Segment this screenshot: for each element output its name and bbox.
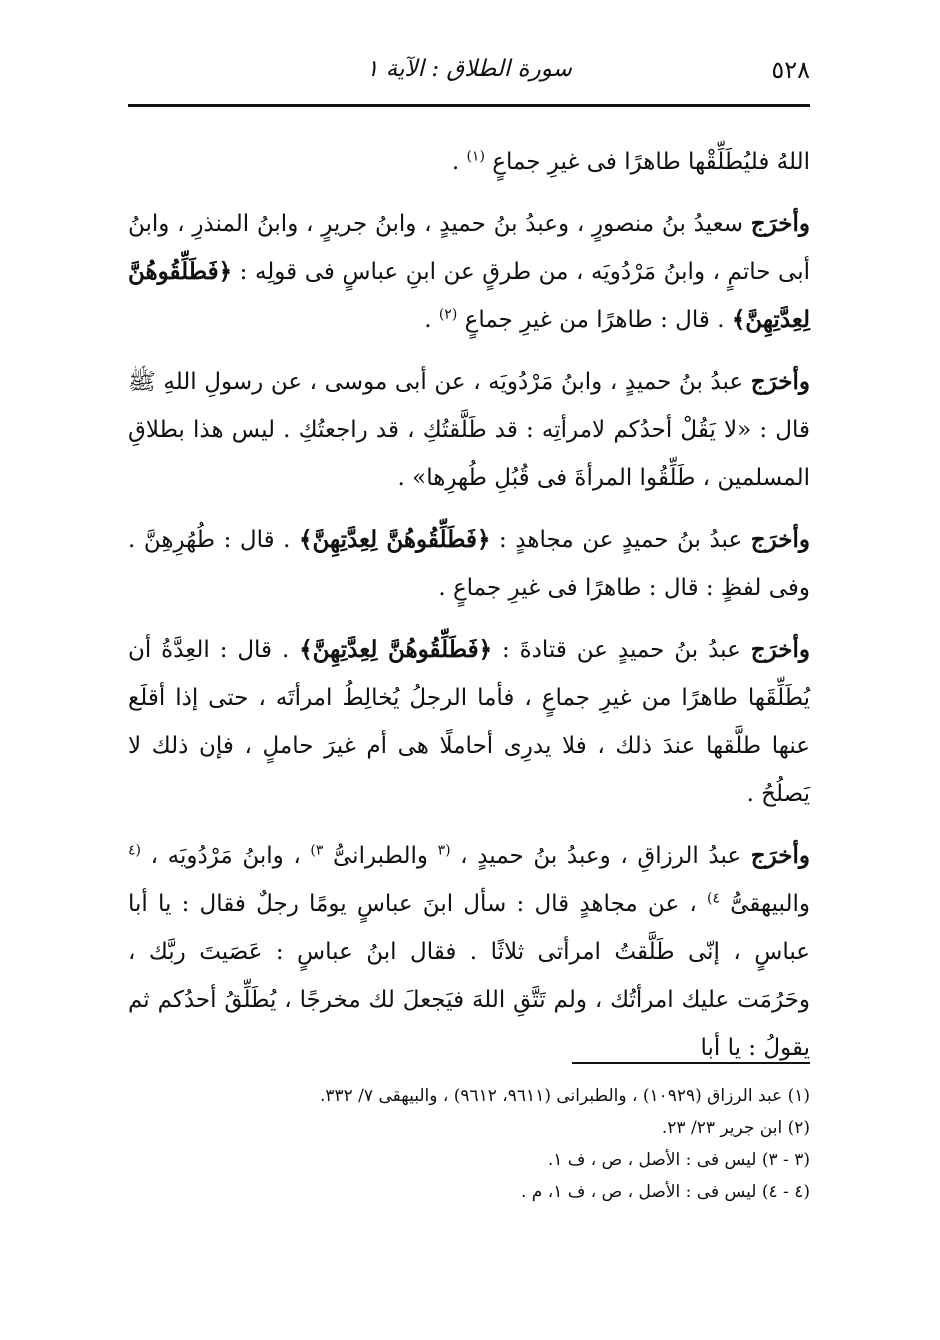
quran-quote: ﴿فَطَلِّقُوهُنَّ لِعِدَّتِهِنَّ﴾ bbox=[299, 636, 493, 663]
paragraph bbox=[128, 358, 810, 502]
footnote-ref-open: (٤ bbox=[128, 842, 141, 859]
footnote-ref-open: (٣ bbox=[437, 842, 451, 859]
footnotes bbox=[128, 1080, 810, 1208]
paragraph-text-middle: والطبرانىُّ bbox=[333, 843, 428, 869]
paragraph bbox=[128, 626, 810, 818]
narrator-word: وأخرَج bbox=[750, 368, 810, 395]
running-title: سورة الطلاق : الآية ١ bbox=[366, 56, 572, 82]
paragraph-text: عبدُ بنُ حميدٍ عن مجاهدٍ : bbox=[490, 527, 743, 553]
paragraph bbox=[128, 138, 810, 186]
narrator-word: وأخرَج bbox=[750, 842, 810, 869]
footnote-rule bbox=[572, 1062, 810, 1064]
paragraph bbox=[128, 516, 810, 612]
page-header bbox=[128, 56, 810, 104]
quran-quote: ﴿فَطَلِّقُوهُنَّ لِعِدَّتِهِنَّ﴾ bbox=[128, 258, 810, 333]
footnote: (٤ - ٤) ليس فى : الأصل ، ص ، ف ١، م . bbox=[520, 1182, 810, 1202]
paragraph bbox=[128, 200, 810, 344]
footnote: (١) عبد الرزاق (١٠٩٢٩) ، والطبرانى (٩٦١١، ٩٦١٢) ، والبيهقى ٧/ ٣٣٢. bbox=[319, 1086, 810, 1106]
paragraph-end: . bbox=[451, 149, 460, 175]
narrator-word: وأخرَج bbox=[750, 636, 811, 663]
footnote-ref: (١) bbox=[466, 148, 485, 165]
paragraph-text: عبدُ بنُ حميدٍ عن قتادةَ : bbox=[492, 637, 741, 663]
paragraph-text-middle-2: والبيهقىُّ bbox=[730, 891, 810, 917]
quran-quote: ﴿فَطَلِّقُوهُنَّ لِعِدَّتِهِنَّ﴾ bbox=[298, 526, 491, 553]
paragraph-text: عبدُ الرزاقِ ، وعبدُ بنُ حميدٍ ، bbox=[450, 843, 742, 869]
paragraph-text: اللهُ فليُطَلِّقْها طاهرًا فى غيرِ جماعٍ bbox=[492, 149, 810, 175]
footnote-ref-close: ٣) bbox=[310, 842, 324, 859]
paragraph-end: . bbox=[424, 307, 432, 333]
narrator-word: وأخرَج bbox=[750, 210, 810, 237]
footnote: (٢) ابن جرير ٢٣/ ٢٣. bbox=[661, 1118, 810, 1138]
footnote: (٣ - ٣) ليس فى : الأصل ، ص ، ف ١. bbox=[547, 1150, 810, 1170]
paragraph-text-2: ، وابنُ مَرْدُويَه ، bbox=[141, 843, 301, 869]
paragraph-text-after: . قال : العِدَّةُ أن يُطَلِّقَها طاهرًا من غيرِ جماعٍ ، فأما الرجلُ يُخالِطُ امرأتَه ، حتى إذا أقلَع عنها طلَّقها عندَ ذلك ، فلا يدرِى أحاملًا هى أم غيرَ حاملٍ ، فإن ذلك لا يَصلُحُ . bbox=[128, 637, 810, 807]
paragraph-text-after: . قال : طُهُرِهِنَّ . وفى لفظٍ : قال : طاهرًا فى غيرِ جماعٍ . bbox=[128, 527, 810, 601]
paragraph bbox=[128, 832, 810, 1072]
footnote-ref: (٢) bbox=[438, 306, 458, 323]
paragraph-text: عبدُ بنُ حميدٍ ، وابنُ مَرْدُويَه ، عن أبى موسى ، عن رسولِ اللهِ ﷺ قال : «لا يَقُلْ أحدُكم لامرأتِه : قد طَلَّقتُكِ ، قد راجعتُكِ . ليس هذا بطلاقِ المسلمين ، طَلِّقُوا المرأةَ فى قُبُلِ طُهرِها» . bbox=[128, 369, 810, 491]
page-number: ٥٢٨ bbox=[771, 56, 810, 84]
body-text bbox=[128, 138, 810, 1086]
paragraph-text-3: ، عن مجاهدٍ قال : سأل ابنَ عباسٍ يومًا رجلٌ فقال : يا أبا عباسٍ ، إنّى طَلَّقتُ امرأتى ثلاثًا . فقال ابنُ عباسٍ : عَصَيتَ ربَّك ، وحَرُمَت عليك امرأتُك ، ولم تَتَّقِ اللهَ فيَجعلَ لك مخرجًا ، يُطَلِّقُ أحدُكم ثم يقولُ : يا أبا bbox=[128, 891, 810, 1061]
footnote-ref-close: ٤) bbox=[707, 890, 720, 907]
narrator-word: وأخرَج bbox=[750, 526, 810, 553]
paragraph-text-after: . قال : طاهرًا من غيرِ جماعٍ bbox=[464, 307, 725, 333]
paragraph-text: سعيدُ بنُ منصورٍ ، وعبدُ بنُ حميدٍ ، وابنُ جريرٍ ، وابنُ المنذرِ ، وابنُ أبى حاتمٍ ، وابنُ مَرْدُويَه ، من طرقٍ عن ابنِ عباسٍ فى قولِه : bbox=[128, 211, 810, 285]
header-rule bbox=[128, 104, 810, 107]
